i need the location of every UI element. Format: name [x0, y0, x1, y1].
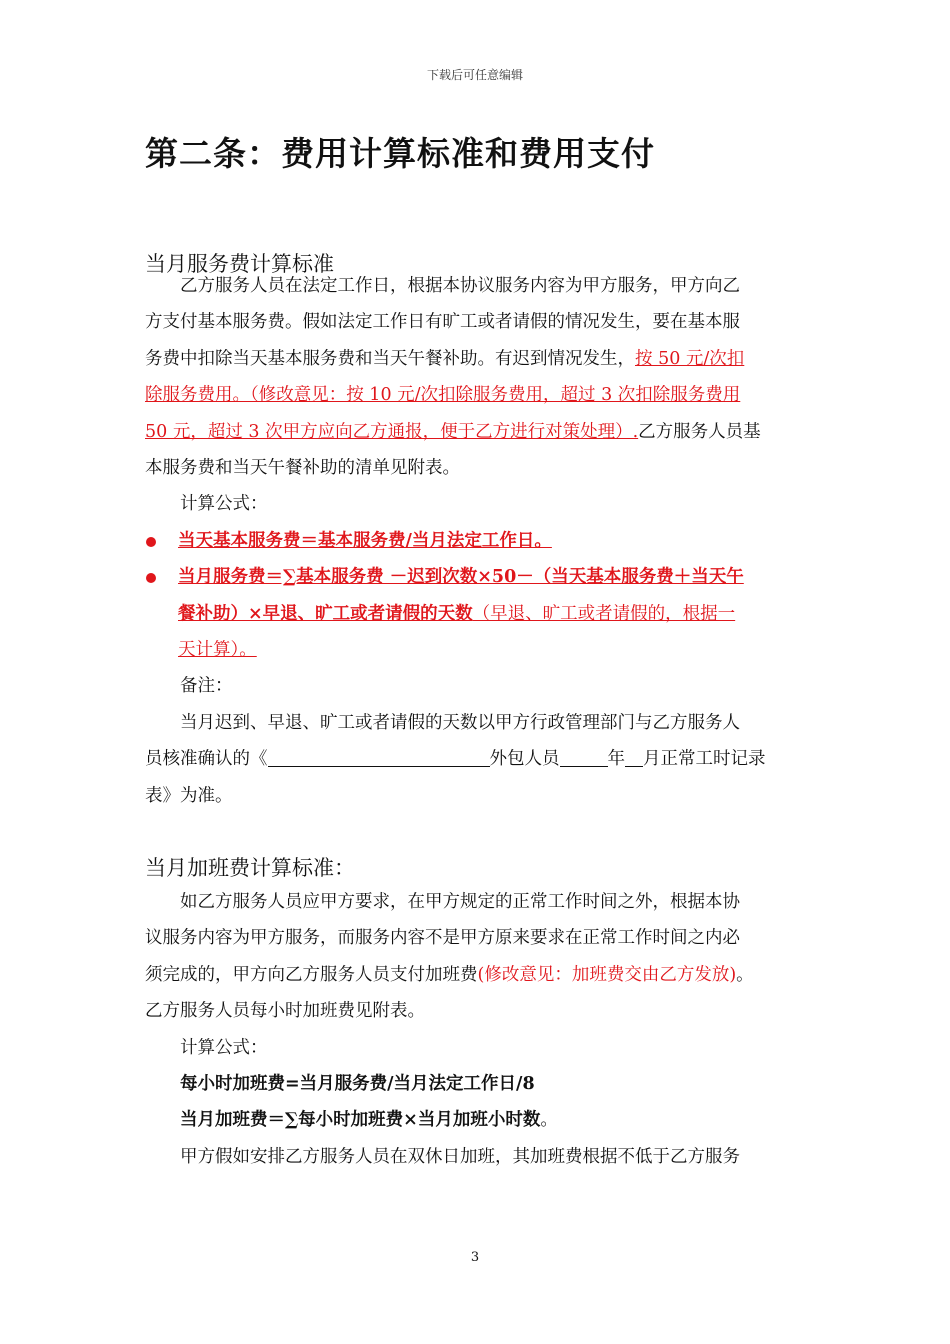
section-heading-overtime-fee: 当月加班费计算标准： [145, 856, 355, 880]
overtime-fee-body [145, 884, 807, 1175]
section-heading-service-fee: 当月服务费计算标准 [145, 252, 334, 276]
text-line: 当月迟到、早退、旷工或者请假的天数以甲方行政管理部门与乙方服务人 [180, 712, 740, 733]
bullet-item: 当月服务费＝∑基本服务费 －迟到次数×50－（当天基本服务费＋当天午 餐补助）×早退、旷工或者请假的天数（早退、旷工或者请假的，根据一 天计算）。 [145, 559, 807, 668]
fill-blank [560, 746, 608, 767]
text-line: 乙方服务人员在法定工作日，根据本协议服务内容为甲方服务，甲方向乙 [180, 276, 740, 296]
page-header: 下载后可任意编辑 [426, 68, 523, 82]
formula-text: 每小时加班费=当月服务费/当月法定工作日/8 [180, 1074, 535, 1095]
revision-text: 按 50 元/次扣 [635, 348, 745, 369]
text-line: 如乙方服务人员应甲方要求，在甲方规定的正常工作时间之外，根据本协 [180, 892, 740, 912]
text-line: 须完成的，甲方向乙方服务人员支付加班费(修改意见：加班费交由乙方发放)。 [145, 964, 754, 985]
bullet-item [145, 523, 807, 559]
fill-blank [625, 746, 643, 767]
text-line: 务费中扣除当天基本服务费和当天午餐补助。有迟到情况发生，按 50 元/次扣 [145, 348, 745, 369]
page-number: 3 [470, 1250, 480, 1265]
formula-text: 当月服务费＝∑基本服务费 －迟到次数×50－（当天基本服务费＋当天午 [178, 567, 744, 588]
fill-blank [268, 746, 490, 767]
formula-label: 计算公式： [180, 1037, 268, 1058]
article-title: 第二条：费用计算标准和费用支付 [145, 134, 655, 173]
text-line: 议服务内容为甲方服务，而服务内容不是甲方原来要求在正常工作时间之内必 [145, 928, 740, 949]
note-label: 备注： [180, 676, 233, 697]
text-line: 甲方假如安排乙方服务人员在双休日加班，其加班费根据不低于乙方服务 [180, 1146, 740, 1167]
service-fee-body [145, 268, 807, 814]
revision-text: (修改意见：加班费交由乙方发放) [477, 964, 737, 985]
text-line: 本服务费和当天午餐补助的清单见附表。 [145, 458, 460, 479]
revision-text: 除服务费用。（修改意见：按 10 元/次扣除服务费用，超过 3 次扣除服务费用 [145, 385, 741, 406]
text-line: 乙方服务人员每小时加班费见附表。 [145, 1001, 425, 1022]
bullet-dot-icon [146, 537, 156, 547]
text-line: 50 元，超过 3 次甲方应向乙方通报，便于乙方进行对策处理）.乙方服务人员基 [145, 421, 761, 442]
text-line: 员核准确认的《 外包人员 年 月正常工时记录 [145, 741, 807, 777]
revision-text: 50 元，超过 3 次甲方应向乙方通报，便于乙方进行对策处理）. [145, 421, 639, 442]
bullet-dot-icon [146, 573, 156, 583]
formula-text: 当月加班费＝∑每小时加班费×当月加班小时数。 [180, 1110, 558, 1131]
text-line: 表》为准。 [145, 785, 233, 806]
formula-label: 计算公式： [180, 494, 268, 515]
text-line: 方支付基本服务费。假如法定工作日有旷工或者请假的情况发生，要在基本服 [145, 312, 740, 333]
formula-text: 当天基本服务费＝基本服务费/当月法定工作日。 [178, 530, 552, 551]
